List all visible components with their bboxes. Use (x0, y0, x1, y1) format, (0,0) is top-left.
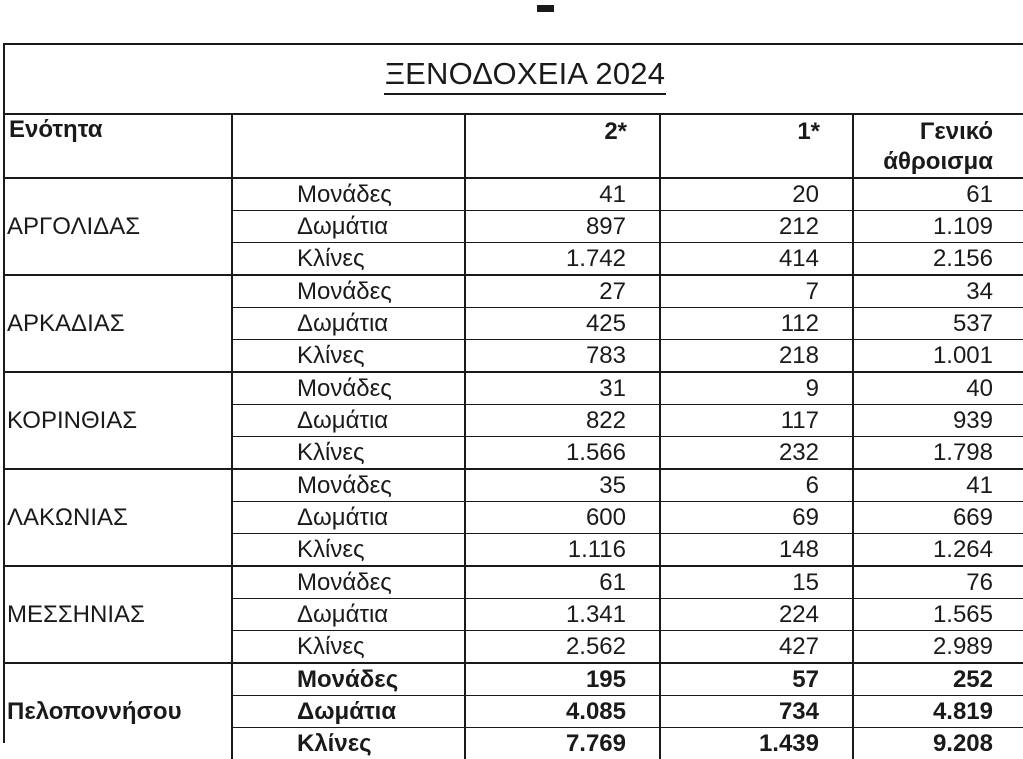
total-cell: 76 (853, 566, 1023, 599)
two-star-cell: 41 (465, 178, 660, 211)
one-star-cell: 427 (660, 631, 853, 664)
table-row (5, 566, 1023, 599)
total-cell: 669 (853, 502, 1023, 534)
metric-cell: Μονάδες (232, 372, 465, 405)
total-row (5, 663, 1023, 696)
one-star-cell: 9 (660, 372, 853, 405)
two-star-cell: 783 (465, 340, 660, 373)
two-star-cell: 35 (465, 469, 660, 502)
total-cell: 252 (853, 663, 1023, 696)
table-row (5, 178, 1023, 211)
metric-cell: Δωμάτια (232, 405, 465, 437)
region-cell: ΛΑΚΩΝΙΑΣ (5, 469, 232, 566)
total-cell: 939 (853, 405, 1023, 437)
total-cell: 1.001 (853, 340, 1023, 373)
metric-cell: Κλίνες (232, 534, 465, 567)
two-star-cell: 31 (465, 372, 660, 405)
table-row (5, 372, 1023, 405)
two-star-cell: 27 (465, 275, 660, 308)
total-cell: 2.989 (853, 631, 1023, 664)
two-star-cell: 1.341 (465, 599, 660, 631)
one-star-cell: 57 (660, 663, 853, 696)
total-cell: 34 (853, 275, 1023, 308)
metric-cell: Κλίνες (232, 437, 465, 470)
table-row (5, 275, 1023, 308)
one-star-cell: 414 (660, 243, 853, 276)
header-total-line2: άθροισμα (883, 148, 993, 175)
two-star-cell: 2.562 (465, 631, 660, 664)
metric-cell: Μονάδες (232, 566, 465, 599)
metric-cell: Δωμάτια (232, 211, 465, 243)
one-star-cell: 218 (660, 340, 853, 373)
hotels-table (5, 113, 1023, 759)
header-blank (232, 114, 465, 178)
total-cell: 4.819 (853, 696, 1023, 728)
total-cell: 40 (853, 372, 1023, 405)
header-row (5, 114, 1023, 178)
two-star-cell: 4.085 (465, 696, 660, 728)
total-cell: 1.109 (853, 211, 1023, 243)
total-cell: 41 (853, 469, 1023, 502)
metric-cell: Μονάδες (232, 663, 465, 696)
total-cell: 2.156 (853, 243, 1023, 276)
two-star-cell: 1.742 (465, 243, 660, 276)
one-star-cell: 212 (660, 211, 853, 243)
region-cell: ΑΡΓΟΛΙΔΑΣ (5, 178, 232, 275)
metric-cell: Δωμάτια (232, 599, 465, 631)
one-star-cell: 224 (660, 599, 853, 631)
metric-cell: Δωμάτια (232, 502, 465, 534)
two-star-cell: 822 (465, 405, 660, 437)
one-star-cell: 7 (660, 275, 853, 308)
two-star-cell: 897 (465, 211, 660, 243)
one-star-cell: 15 (660, 566, 853, 599)
total-cell: 61 (853, 178, 1023, 211)
two-star-cell: 1.566 (465, 437, 660, 470)
metric-cell: Μονάδες (232, 469, 465, 502)
one-star-cell: 20 (660, 178, 853, 211)
region-cell: Πελοποννήσου (5, 663, 232, 759)
page-title (0, 56, 1023, 92)
one-star-cell: 112 (660, 308, 853, 340)
metric-cell: Κλίνες (232, 340, 465, 373)
one-star-cell: 734 (660, 696, 853, 728)
total-cell: 1.565 (853, 599, 1023, 631)
one-star-cell: 148 (660, 534, 853, 567)
region-cell: ΑΡΚΑΔΙΑΣ (5, 275, 232, 372)
top-dash-mark (537, 5, 554, 12)
metric-cell: Μονάδες (232, 178, 465, 211)
header-total-line1: Γενικό (920, 118, 993, 145)
metric-cell: Κλίνες (232, 243, 465, 276)
header-region: Ενότητα (5, 114, 232, 178)
table-body (5, 178, 1023, 759)
total-cell: 1.264 (853, 534, 1023, 567)
metric-cell: Δωμάτια (232, 696, 465, 728)
two-star-cell: 195 (465, 663, 660, 696)
metric-cell: Κλίνες (232, 728, 465, 759)
one-star-cell: 6 (660, 469, 853, 502)
total-cell: 1.798 (853, 437, 1023, 470)
two-star-cell: 1.116 (465, 534, 660, 567)
two-star-cell: 7.769 (465, 728, 660, 759)
two-star-cell: 61 (465, 566, 660, 599)
one-star-cell: 117 (660, 405, 853, 437)
metric-cell: Μονάδες (232, 275, 465, 308)
region-cell: ΜΕΣΣΗΝΙΑΣ (5, 566, 232, 663)
metric-cell: Κλίνες (232, 631, 465, 664)
total-cell: 9.208 (853, 728, 1023, 759)
header-total (853, 114, 1023, 178)
region-cell: ΚΟΡΙΝΘΙΑΣ (5, 372, 232, 469)
page-title-text: ΞΕΝΟΔΟΧΕΙΑ 2024 (384, 56, 666, 95)
header-two-star: 2* (465, 114, 660, 178)
one-star-cell: 1.439 (660, 728, 853, 759)
table-row (5, 469, 1023, 502)
two-star-cell: 425 (465, 308, 660, 340)
total-cell: 537 (853, 308, 1023, 340)
two-star-cell: 600 (465, 502, 660, 534)
one-star-cell: 69 (660, 502, 853, 534)
header-one-star: 1* (660, 114, 853, 178)
one-star-cell: 232 (660, 437, 853, 470)
metric-cell: Δωμάτια (232, 308, 465, 340)
